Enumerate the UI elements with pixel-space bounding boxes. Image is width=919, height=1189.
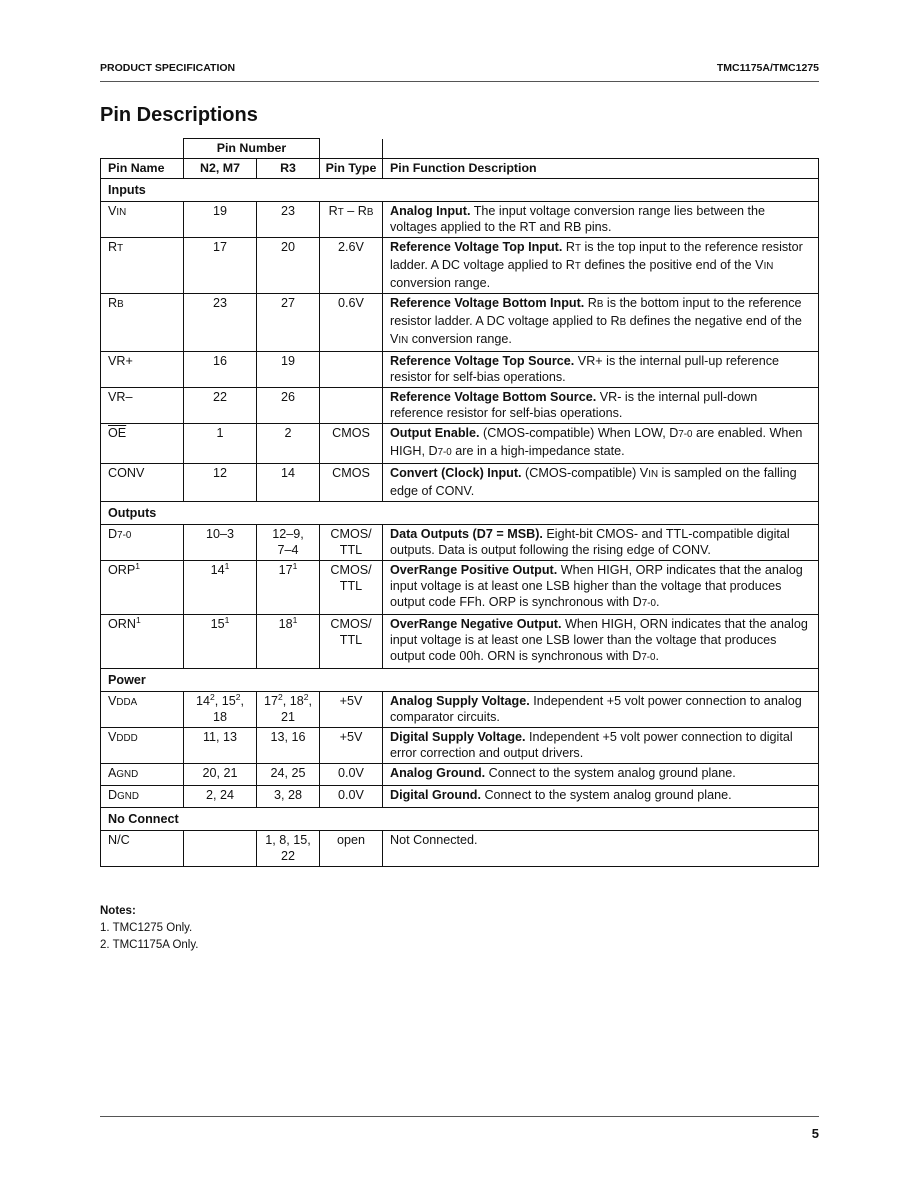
table-row — [101, 764, 819, 786]
pin-n2m7: 19 — [184, 202, 257, 238]
pin-description-table — [100, 138, 819, 867]
pin-description: Reference Voltage Bottom Input. RB is the bottom input to the reference resistor ladder. A DC voltage applied to RB defines the negative end of the VIN conversion range. — [383, 294, 819, 352]
pin-r3: 1, 8, 15, 22 — [257, 831, 320, 867]
pin-name: ORN$^1$ — [101, 615, 184, 669]
pin-n2m7: $14^1$ — [184, 561, 257, 615]
pin-description: Digital Ground. Connect to the system analog ground plane. — [383, 786, 819, 808]
header-function-description: Pin Function Description — [383, 159, 819, 179]
section-row-no-connect — [101, 808, 819, 831]
pin-r3: 26 — [257, 388, 320, 424]
pin-n2m7: 1 — [184, 424, 257, 464]
pin-r3: 13, 16 — [257, 728, 320, 764]
pin-description: OverRange Negative Output. When HIGH, ORN indicates that the analog input voltage is at least one LSB lower than the voltage that produces output code 00h. ORN is synchronous with D7-0. — [383, 615, 819, 669]
pin-description: Not Connected. — [383, 831, 819, 867]
header-pin-type: Pin Type — [320, 159, 383, 179]
table-row — [101, 388, 819, 424]
section-row-power — [101, 669, 819, 692]
pin-type: 2.6V — [320, 238, 383, 294]
page-number: 5 — [811, 1126, 819, 1141]
section-label: Outputs — [101, 502, 819, 525]
pin-description: Output Enable. (CMOS-compatible) When LOW, D7-0 are enabled. When HIGH, D7-0 are in a high-impedance state. — [383, 424, 819, 464]
table-row — [101, 464, 819, 502]
pin-n2m7: 16 — [184, 352, 257, 388]
pin-type: +5V — [320, 728, 383, 764]
table-row — [101, 692, 819, 728]
pin-name: DGND — [101, 786, 184, 808]
pin-name: VR– — [101, 388, 184, 424]
pin-name: VDDA — [101, 692, 184, 728]
pin-n2m7: 20, 21 — [184, 764, 257, 786]
section-row-inputs — [101, 179, 819, 202]
table-row — [101, 424, 819, 464]
page-title: Pin Descriptions — [100, 104, 258, 126]
pin-name: RT — [101, 238, 184, 294]
pin-description: Reference Voltage Top Input. RT is the top input to the reference resistor ladder. A DC voltage applied to RT defines the positive end of the VIN conversion range. — [383, 238, 819, 294]
table-row — [101, 202, 819, 238]
pin-n2m7: 17 — [184, 238, 257, 294]
pin-name: N/C — [101, 831, 184, 867]
pin-name: VR+ — [101, 352, 184, 388]
table-row — [101, 615, 819, 669]
pin-type: 0.6V — [320, 294, 383, 352]
header-rule — [100, 81, 819, 82]
pin-r3: 14 — [257, 464, 320, 502]
pin-r3: 23 — [257, 202, 320, 238]
pin-r3: $18^1$ — [257, 615, 320, 669]
pin-n2m7: 22 — [184, 388, 257, 424]
table-row — [101, 525, 819, 561]
pin-n2m7: $15^1$ — [184, 615, 257, 669]
pin-name: VIN — [101, 202, 184, 238]
header-pin-name: Pin Name — [101, 159, 184, 179]
pin-type — [320, 352, 383, 388]
header-r3: R3 — [257, 159, 320, 179]
section-label: Power — [101, 669, 819, 692]
header-blank-cell — [101, 139, 184, 159]
pin-name: $\overline{OE}$ — [101, 424, 184, 464]
header-n2m7: N2, M7 — [184, 159, 257, 179]
table-row — [101, 238, 819, 294]
pin-name: ORP$^1$ — [101, 561, 184, 615]
pin-description: Reference Voltage Bottom Source. VR- is the internal pull-down reference resistor for self-bias operations. — [383, 388, 819, 424]
pin-name: D7-0 — [101, 525, 184, 561]
footnote-2: 2. TMC1175A Only. — [100, 939, 199, 951]
pin-r3: 3, 28 — [257, 786, 320, 808]
table-header-row-2 — [101, 159, 819, 179]
table-row — [101, 786, 819, 808]
section-row-outputs — [101, 502, 819, 525]
pin-type — [320, 388, 383, 424]
pin-n2m7: 12 — [184, 464, 257, 502]
pin-type: CMOS/ TTL — [320, 525, 383, 561]
table-row — [101, 831, 819, 867]
pin-type: CMOS — [320, 424, 383, 464]
footer-rule — [100, 1116, 819, 1117]
running-header-left: PRODUCT SPECIFICATION — [100, 62, 236, 74]
pin-name: AGND — [101, 764, 184, 786]
pin-description: Analog Supply Voltage. Independent +5 volt power connection to analog comparator circuits. — [383, 692, 819, 728]
footnotes — [100, 903, 198, 954]
pin-n2m7: 23 — [184, 294, 257, 352]
section-label: Inputs — [101, 179, 819, 202]
pin-description: Reference Voltage Top Source. VR+ is the internal pull-up reference resistor for self-bias operations. — [383, 352, 819, 388]
pin-description: Analog Ground. Connect to the system analog ground plane. — [383, 764, 819, 786]
pin-type: CMOS/ TTL — [320, 561, 383, 615]
pin-description: Data Outputs (D7 = MSB). Eight-bit CMOS- and TTL-compatible digital outputs. Data is output following the rising edge of CONV. — [383, 525, 819, 561]
table-row — [101, 352, 819, 388]
section-label: No Connect — [101, 808, 819, 831]
header-blank-cell — [320, 139, 383, 159]
pin-n2m7: 10–3 — [184, 525, 257, 561]
pin-n2m7: $14^2$, $15^2$, 18 — [184, 692, 257, 728]
pin-n2m7 — [184, 831, 257, 867]
pin-type: +5V — [320, 692, 383, 728]
pin-r3: $17^2$, $18^2$, 21 — [257, 692, 320, 728]
running-header-right: TMC1175A/TMC1275 — [716, 62, 819, 74]
pin-name: VDDD — [101, 728, 184, 764]
pin-r3: $17^1$ — [257, 561, 320, 615]
pin-n2m7: 2, 24 — [184, 786, 257, 808]
pin-r3: 2 — [257, 424, 320, 464]
pin-type: 0.0V — [320, 786, 383, 808]
pin-type: open — [320, 831, 383, 867]
pin-r3: 27 — [257, 294, 320, 352]
pin-type: RT – RB — [320, 202, 383, 238]
pin-type: CMOS — [320, 464, 383, 502]
footnote-1: 1. TMC1275 Only. — [100, 922, 193, 934]
pin-name: CONV — [101, 464, 184, 502]
pin-n2m7: 11, 13 — [184, 728, 257, 764]
pin-r3: 12–9, 7–4 — [257, 525, 320, 561]
pin-description: Convert (Clock) Input. (CMOS-compatible) VIN is sampled on the falling edge of CONV. — [383, 464, 819, 502]
pin-r3: 24, 25 — [257, 764, 320, 786]
table-row — [101, 294, 819, 352]
table-row — [101, 728, 819, 764]
pin-description: OverRange Positive Output. When HIGH, ORP indicates that the analog input voltage is at least one LSB higher than the voltage that produces output code FFh. ORP is synchronous with D7-0. — [383, 561, 819, 615]
pin-type: CMOS/ TTL — [320, 615, 383, 669]
notes-title: Notes: — [100, 905, 136, 917]
pin-name: RB — [101, 294, 184, 352]
pin-type: 0.0V — [320, 764, 383, 786]
pin-description: Digital Supply Voltage. Independent +5 volt power connection to digital error correction and output drivers. — [383, 728, 819, 764]
pin-r3: 20 — [257, 238, 320, 294]
pin-description: Analog Input. The input voltage conversion range lies between the voltages applied to the RT and RB pins. — [383, 202, 819, 238]
header-blank-cell — [383, 139, 819, 159]
pin-r3: 19 — [257, 352, 320, 388]
table-row — [101, 561, 819, 615]
table-header-row-1 — [101, 139, 819, 159]
header-pin-number: Pin Number — [184, 139, 320, 159]
